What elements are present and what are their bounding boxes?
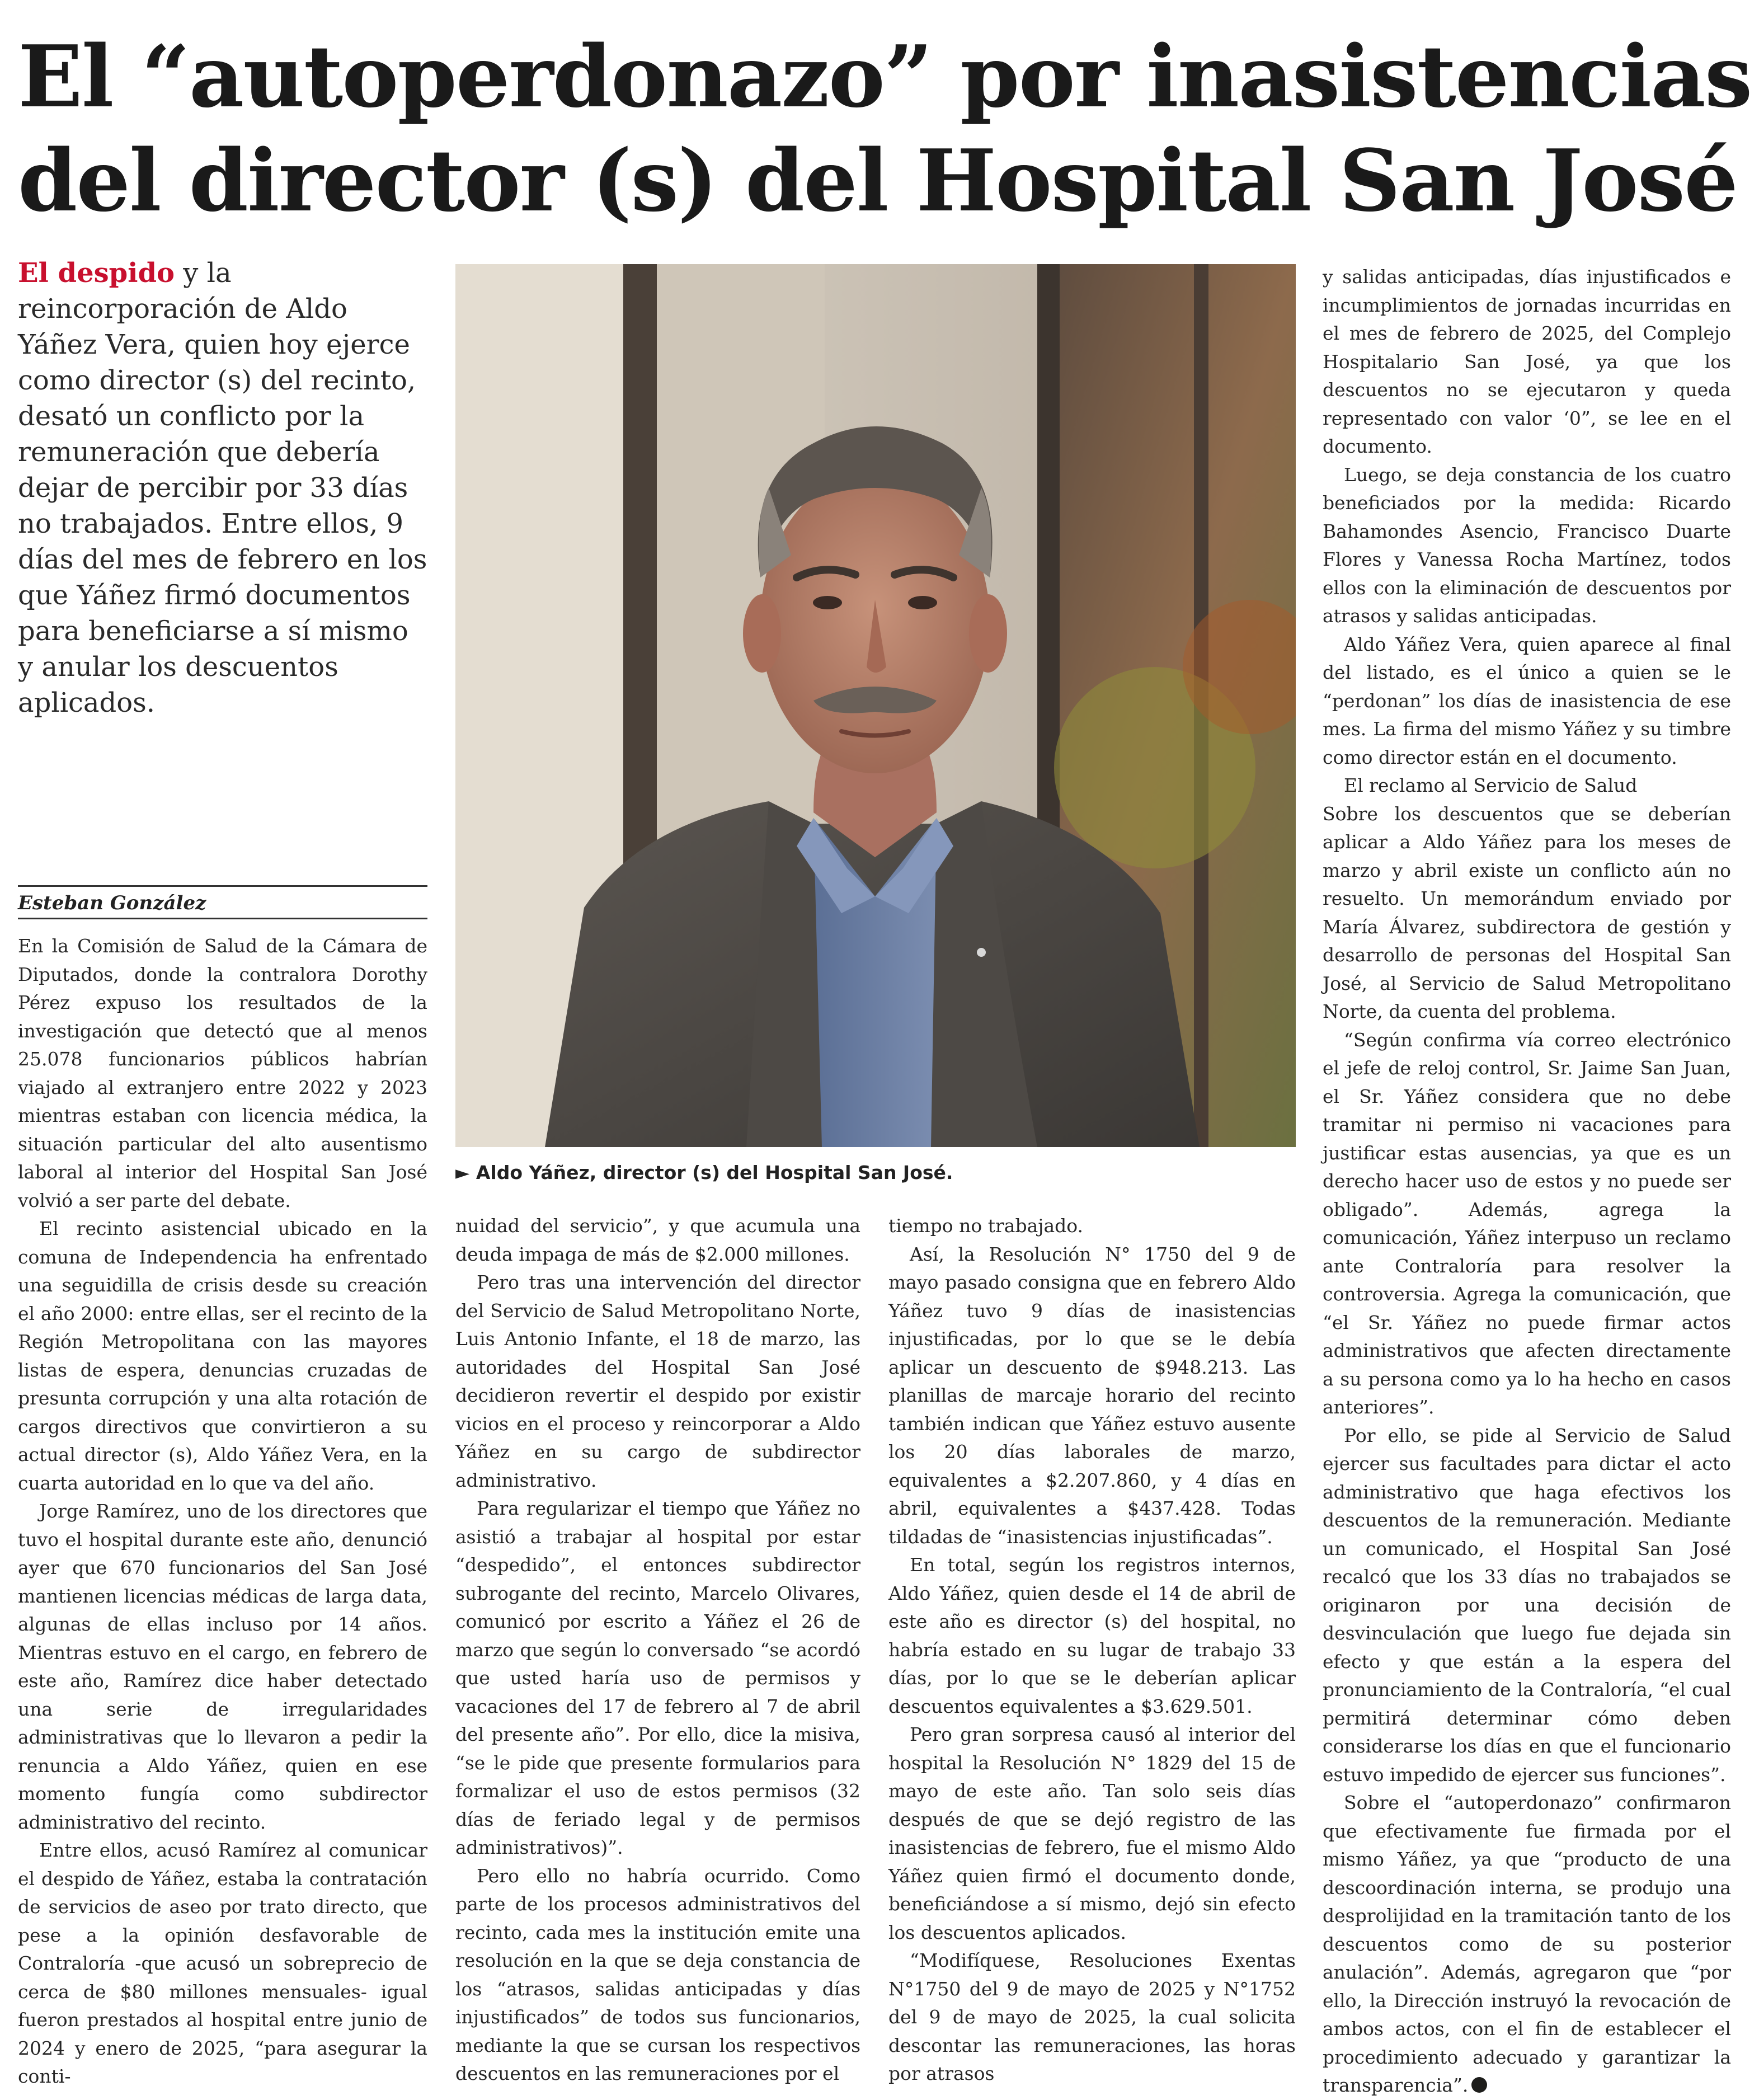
- body-paragraph: Luego, se deja constancia de los cuatro beneficiados por la medida: Ricardo Bahamondes Asencio, Francisco Duarte Flores y Vanessa Rocha Martínez, todos ellos con la eliminación de descuentos por atrasos y salidas anticipadas.: [1323, 463, 1731, 627]
- article-column-2: [455, 1212, 860, 2088]
- body-paragraph: Así, la Resolución N° 1750 del 9 de mayo pasado consigna que en febrero Aldo Yáñez tuvo 9 días de inasistencias injustificadas, por lo que se le debía aplicar un descuento de $948.213. Las planillas de marcaje horario del recinto también indican que Yáñez estuvo ausente los 20 días laborales de marzo, equivalentes a $2.207.860, y 4 días en abril, equivalentes a $437.428. Todas tildadas de “inasistencias injustificadas”.: [888, 1243, 1296, 1548]
- article-column-3: [888, 1212, 1296, 2088]
- headline-line-2: del director (s) del Hospital San José: [18, 130, 1737, 231]
- body-paragraph: Por ello, se pide al Servicio de Salud ejercer sus facultades para dictar el acto administrativo que haga efectivos los descuentos de la remuneración. Mediante un comunicado, el Hospital San José recalcó que los 33 días no trabajados se originaron por una decisión de desvinculación que luego fue dejada sin efecto y que están a la espera del pronunciamiento de la Contraloría, “el cual permitirá determinar cómo deben considerarse los días en que el funcionario estuvo impedido de ejercer sus funciones”.: [1323, 1424, 1731, 1786]
- byline-top-rule: [18, 885, 427, 887]
- body-paragraph: “Según confirma vía correo electrónico el jefe de reloj control, Sr. Jaime San Juan, el Sr. Yáñez considera que no debe tramitar ni permiso ni vacaciones para justificar estas ausencias, ya que es un derecho hacer uso de estos y no puede ser obligado”. Además, agrega la comunicación, Yáñez interpuso un reclamo ante Contraloría para resolver la controversia. Agrega la comunicación, que “el Sr. Yáñez no puede firmar actos administrativos que afecten directamente a su persona como ya lo ha hecho en casos anteriores”.: [1323, 1028, 1731, 1418]
- article-column-1: [18, 932, 427, 2091]
- body-paragraph: Jorge Ramírez, uno de los directores que tuvo el hospital durante este año, denunció ayer que 670 funcionarios del San José mantienen licencias médicas de larga data, algunas de ellas incluso por 14 años. Mientras estuvo en el cargo, en febrero de este año, Ramírez dice haber detectado una serie de irregularidades administrativas que lo llevaron a pedir la renuncia a Aldo Yáñez, quien en ese momento fungía como subdirector administrativo del recinto.: [18, 1500, 427, 1833]
- byline: Esteban González: [18, 892, 206, 914]
- body-paragraph: nuidad del servicio”, y que acumula una deuda impaga de más de $2.000 millones.: [455, 1215, 860, 1265]
- body-paragraph: Sobre los descuentos que se deberían aplicar a Aldo Yáñez para los meses de marzo y abril existe un conflicto aún no resuelto. Un memorándum enviado por María Álvarez, subdirectora de gestión y desarrollo de personas del Hospital San José, al Servicio de Salud Metropolitano Norte, da cuenta del problema.: [1323, 802, 1731, 1022]
- body-paragraph: Para regularizar el tiempo que Yáñez no asistió a trabajar al hospital por estar “despedido”, el entonces subdirector subrogante del recinto, Marcelo Olivares, comunicó por escrito a Yáñez el 26 de marzo que según lo conversado “se acordó que usted haría uso de permisos y vacaciones del 17 de febrero al 7 de abril del presente año”. Por ello, dice la misiva, “se le pide que presente formularios para formalizar el uso de estos permisos (32 días de feriado legal y de permisos administrativos)”.: [455, 1497, 860, 1858]
- body-paragraph: Entre ellos, acusó Ramírez al comunicar el despido de Yáñez, estaba la contratación de servicios de aseo por trato directo, que pese a la opinión desfavorable de Contraloría -que acusó un sobreprecio de cerca de $80 millones mensuales- igual fueron prestados al hospital entre junio de 2024 y enero de 2025, “para asegurar la conti-: [18, 1839, 427, 2087]
- end-of-article-bullet-icon: [1471, 2077, 1487, 2093]
- body-paragraph: tiempo no trabajado.: [888, 1215, 1084, 1237]
- photo-caption: ► Aldo Yáñez, director (s) del Hospital San José.: [455, 1162, 953, 1183]
- body-paragraph: Pero ello no habría ocurrido. Como parte de los procesos administrativos del recinto, cada mes la institución emite una resolución en la que se deja constancia de los “atrasos, salidas anticipadas y días injustificados” de todos sus funcionarios, mediante la que se cursan los respectivos descuentos en las remuneraciones por el: [455, 1864, 860, 2084]
- headline: [18, 25, 1752, 233]
- body-paragraph: “Modifíquese, Resoluciones Exentas N°1750 del 9 de mayo de 2025 y N°1752 del 9 de mayo de 2025, la cual solicita descontar las remuneraciones, las horas por atrasos: [888, 1949, 1296, 2084]
- final-paragraph-text: Sobre el “autoperdonazo” confirmaron que efectivamente fue firmada por el mismo Yáñez, ya que “producto de una descoordinación interna, se produjo una desprolijidad en la tramitación tanto de los descuentos como de su posterior anulación”. Además, agregaron que “por ello, la Dirección instruyó la revocación de ambos actos, con el fin de establecer el procedimiento adecuado y garantizar la transparencia”.: [1323, 1792, 1731, 2096]
- portrait-photo-illustration: [455, 264, 1296, 1147]
- article-column-4: [1323, 263, 1731, 2100]
- byline-bottom-rule: [18, 918, 427, 919]
- body-paragraph: y salidas anticipadas, días injustificados e incumplimientos de jornadas incurridas en el mes de febrero de 2025, del Complejo Hospitalario San José, ya que los descuentos no se ejecutaron y queda representado con valor ‘0”, se lee en el documento.: [1323, 266, 1731, 457]
- body-paragraph: Pero tras una intervención del director del Servicio de Salud Metropolitano Norte, Luis Antonio Infante, el 18 de marzo, las autoridades del Hospital San José decidieron revertir el despido por existir vicios en el proceso y reincorporar a Aldo Yáñez en su cargo de subdirector administrativo.: [455, 1271, 860, 1491]
- body-paragraph-final: [1323, 1789, 1731, 2100]
- lead-text: y la reincorporación de Aldo Yáñez Vera, quien hoy ejerce como director (s) del recinto, desató un conflicto por la remuneración que debería dejar de percibir por 33 días no trabajados. Entre ellos, 9 días del mes de febrero en los que Yáñez firmó documentos para beneficiarse a sí mismo y anular los descuentos aplicados.: [18, 257, 427, 718]
- body-paragraph: En la Comisión de Salud de la Cámara de Diputados, donde la contralora Dorothy Pérez expuso los resultados de la investigación que detectó que al menos 25.078 funcionarios públicos habrían viajado al extranjero entre 2022 y 2023 mientras estaban con licencia médica, la situación particular del alto ausentismo laboral al interior del Hospital San José volvió a ser parte del debate.: [18, 935, 427, 1211]
- body-paragraph: El recinto asistencial ubicado en la comuna de Independencia ha enfrentado una seguidilla de crisis desde su creación el año 2000: entre ellas, ser el recinto de la Región Metropolitana con las mayores listas de espera, denuncias cruzadas de presunta corrupción y una alta rotación de cargos directivos que convirtieron a su actual director (s), Aldo Yáñez Vera, en la cuarta autoridad en lo que va del año.: [18, 1218, 427, 1494]
- article-photo: [455, 264, 1296, 1147]
- subheading: El reclamo al Servicio de Salud: [1344, 774, 1638, 796]
- lead-kicker: El despido: [18, 257, 175, 289]
- headline-line-1: El “autoperdonazo” por inasistencias: [18, 26, 1752, 126]
- body-paragraph: Aldo Yáñez Vera, quien aparece al final del listado, es el único a quien se le “perdonan” los días de inasistencia de ese mes. La firma del mismo Yáñez y su timbre como director están en el documento.: [1323, 633, 1731, 768]
- body-paragraph: En total, según los registros internos, Aldo Yáñez, quien desde el 14 de abril de este año es director (s) del hospital, no habría estado en su lugar de trabajo 33 días, por lo que se le deberían aplicar descuentos equivalentes a $3.629.501.: [888, 1554, 1296, 1717]
- lead-paragraph: [18, 255, 432, 721]
- body-paragraph: Pero gran sorpresa causó al interior del hospital la Resolución N° 1829 del 15 de mayo de este año. Tan solo seis días después de que se dejó registro de las inasistencias de febrero, fue el mismo Aldo Yáñez quien firmó el documento donde, beneficiándose a sí mismo, dejó sin efecto los descuentos aplicados.: [888, 1723, 1296, 1943]
